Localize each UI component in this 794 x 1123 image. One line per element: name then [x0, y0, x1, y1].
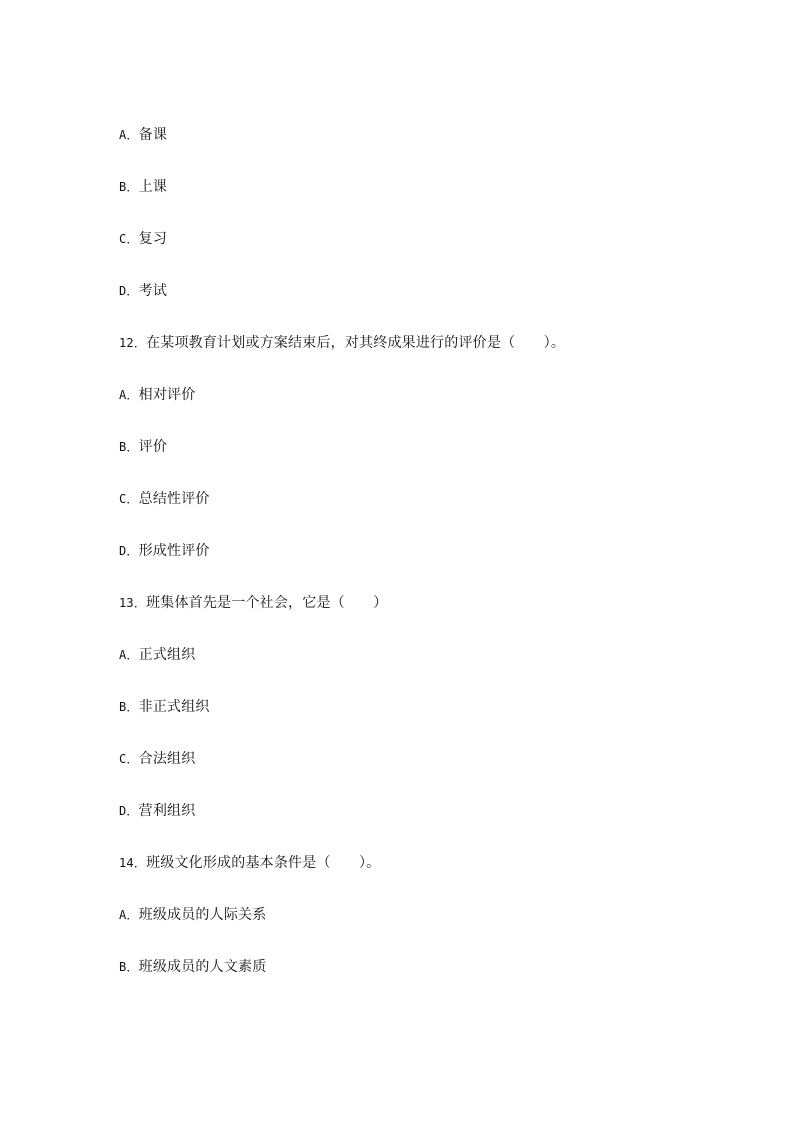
option-text: 备课	[138, 127, 168, 143]
q14-option-a	[119, 906, 266, 924]
q11-option-a	[119, 126, 167, 144]
option-text: 上课	[138, 179, 168, 195]
option-text: 评价	[138, 439, 168, 455]
q12-stem	[119, 334, 565, 352]
option-label: D．	[119, 284, 139, 298]
option-label: A．	[119, 908, 139, 922]
option-text: 相对评价	[138, 387, 196, 403]
q13-option-c	[119, 750, 195, 768]
option-text: 班级成员的人际关系	[138, 907, 267, 923]
q13-option-b	[119, 698, 210, 716]
q14-option-b	[119, 958, 266, 976]
option-label: B．	[119, 960, 139, 974]
option-text: 正式组织	[138, 647, 196, 663]
question-number: 12．	[119, 336, 147, 350]
option-label: B．	[119, 180, 139, 194]
q13-option-d	[119, 802, 195, 820]
option-label: D．	[119, 804, 139, 818]
q12-option-a	[119, 386, 195, 404]
option-label: D．	[119, 544, 139, 558]
option-label: C．	[119, 232, 139, 246]
option-label: A．	[119, 648, 139, 662]
option-label: C．	[119, 492, 139, 506]
question-number: 13．	[119, 596, 147, 610]
q13-option-a	[119, 646, 195, 664]
q11-option-d	[119, 282, 167, 300]
option-label: B．	[119, 440, 139, 454]
question-text: 在某项教育计划或方案结束后，对其终成果进行的评价是（ ）。	[146, 335, 566, 351]
option-text: 考试	[138, 283, 168, 299]
q11-option-b	[119, 178, 167, 196]
option-text: 总结性评价	[138, 491, 210, 507]
option-label: A．	[119, 128, 139, 142]
q12-option-c	[119, 490, 210, 508]
option-text: 复习	[138, 231, 168, 247]
option-label: C．	[119, 752, 139, 766]
question-text: 班级文化形成的基本条件是（ ）。	[146, 855, 381, 871]
option-text: 非正式组织	[138, 699, 210, 715]
option-label: B．	[119, 700, 139, 714]
option-text: 班级成员的人文素质	[138, 959, 267, 975]
q14-stem	[119, 854, 380, 872]
option-text: 营利组织	[138, 803, 196, 819]
q11-option-c	[119, 230, 167, 248]
option-label: A．	[119, 388, 139, 402]
question-text: 班集体首先是一个社会，它是（ ）	[146, 595, 388, 611]
question-number: 14．	[119, 856, 147, 870]
option-text: 形成性评价	[138, 543, 210, 559]
q12-option-d	[119, 542, 210, 560]
option-text: 合法组织	[138, 751, 196, 767]
q13-stem	[119, 594, 387, 612]
q12-option-b	[119, 438, 167, 456]
